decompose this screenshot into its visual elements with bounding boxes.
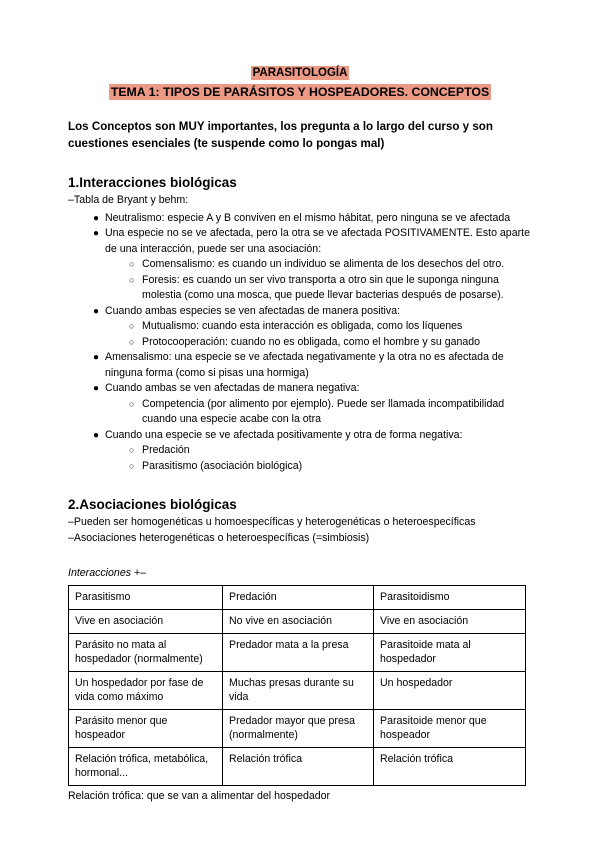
document-subtitle-text: TEMA 1: TIPOS DE PARÁSITOS Y HOSPEADORES. CONCEPTOS: [110, 85, 490, 99]
table-header-cell: Parasitoidismo: [374, 586, 526, 610]
bullet-hollow-icon: ○: [129, 274, 135, 285]
bullet-hollow-icon: ○: [129, 460, 135, 471]
list-item-label: Cuando ambas se ven afectadas de manera negativa:: [105, 382, 360, 394]
table-row: [69, 748, 526, 786]
section-2-line-1: –Pueden ser homogenéticas u homoespecíficas y heterogenéticas o heteroespecíficas: [68, 516, 476, 528]
table-caption-signs: +–: [131, 567, 147, 579]
bullet-filled-icon: ●: [93, 305, 100, 317]
sub-list-item-label: Comensalismo: es cuando un individuo se alimenta de los desechos del otro.: [142, 258, 505, 270]
list-item: [68, 350, 532, 381]
section-1-heading: 1.Interacciones biológicas: [68, 175, 237, 190]
table-cell: No vive en asociación: [223, 610, 374, 634]
document-title-text: PARASITOLOGÍA: [252, 67, 348, 79]
table-cell: Vive en asociación: [69, 610, 223, 634]
intro-paragraph: Los Conceptos son MUY importantes, los pregunta a lo largo del curso y son cuestiones esenciales (te suspende como lo pongas mal): [68, 120, 493, 150]
table-cell: Relación trófica, metabólica, hormonal...: [69, 748, 223, 786]
bullet-filled-icon: ●: [93, 383, 100, 394]
bullet-hollow-icon: ○: [129, 336, 135, 347]
interactions-table: [68, 585, 526, 786]
table-cell: Un hospedador: [374, 672, 526, 710]
sub-list: [105, 257, 532, 304]
table-cell: Predador mata a la presa: [223, 634, 374, 672]
bullet-hollow-icon: ○: [129, 445, 135, 455]
sub-list-item-label: Competencia (por alimento por ejemplo). Puede ser llamada incompatibilidad cuando una especie acabe con la otra: [142, 397, 505, 425]
table-row: [69, 586, 526, 610]
table-cell: Parasitoide menor que hospeador: [374, 710, 526, 748]
list-item: [68, 428, 532, 475]
sub-list-item-label: Predación: [142, 444, 190, 456]
table-cell: Un hospedador por fase de vida como máximo: [69, 672, 223, 710]
sub-list-item-label: Foresis: es cuando un ser vivo transporta a otro sin que le suponga ninguna molestia (como una mosca, que puede llevar bacterias después de posarse).: [142, 273, 504, 301]
title-block: [68, 0, 532, 100]
list-item: [68, 226, 532, 304]
sub-list: [105, 319, 532, 350]
list-item: [68, 381, 532, 428]
table-caption-italic: Interacciones: [68, 567, 132, 579]
sub-list-item: [105, 397, 532, 428]
table-header-cell: Predación: [223, 586, 374, 610]
bullet-filled-icon: ●: [93, 352, 100, 363]
list-item-label: Amensalismo: una especie se ve afectada negativamente y la otra no es afectada de ninguna forma (como si pisas una hormiga): [105, 351, 504, 379]
sub-list-item: [105, 335, 532, 351]
sub-list-item-label: Parasitismo (asociación biológica): [142, 459, 303, 472]
table-footnote: Relación trófica: que se van a alimentar del hospedador: [68, 790, 331, 802]
section-1-bullet-list: [68, 211, 532, 475]
list-item-label: Cuando una especie se ve afectada positivamente y otra de forma negativa:: [105, 428, 463, 441]
sub-list: [105, 397, 532, 428]
sub-list-item: [105, 459, 532, 475]
list-item: [68, 304, 532, 351]
section-2-heading: 2.Asociaciones biológicas: [68, 497, 237, 512]
bullet-filled-icon: ●: [93, 212, 100, 224]
sub-list-item-label: Mutualismo: cuando esta interacción es obligada, como los líquenes: [142, 320, 463, 332]
table-cell: Parásito menor que hospeador: [69, 710, 223, 748]
document-subtitle: [68, 84, 532, 100]
bullet-hollow-icon: ○: [129, 398, 135, 409]
table-cell: Predador mayor que presa (normalmente): [223, 710, 374, 748]
sub-list-item: [105, 319, 532, 335]
list-item-label: Una especie no se ve afectada, pero la otra se ve afectada POSITIVAMENTE. Esto aparte de una interacción, puede ser una asociación:: [105, 227, 530, 255]
sub-list: [105, 443, 532, 474]
bullet-hollow-icon: ○: [129, 259, 135, 269]
bullet-filled-icon: ●: [93, 228, 100, 239]
section-1-lead: –Tabla de Bryant y behm:: [68, 194, 189, 206]
bullet-filled-icon: ●: [93, 429, 100, 441]
table-row: [69, 610, 526, 634]
table-cell: Relación trófica: [223, 748, 374, 786]
list-item: [68, 211, 532, 227]
list-item-label: Cuando ambas especies se ven afectadas de manera positiva:: [105, 304, 401, 317]
sub-list-item: [105, 443, 532, 459]
table-cell: Muchas presas durante su vida: [223, 672, 374, 710]
table-row: [69, 634, 526, 672]
table-caption: [68, 566, 532, 581]
section-2-line-2: –Asociaciones heterogenéticas o heteroespecíficas (=simbiosis): [68, 531, 370, 544]
table-cell: Parásito no mata al hospedador (normalmente): [69, 634, 223, 672]
table-row: [69, 672, 526, 710]
list-item-label: Neutralismo: especie A y B conviven en el mismo hábitat, pero ninguna se ve afectada: [105, 211, 511, 224]
table-cell: Parasitoide mata al hospedador: [374, 634, 526, 672]
document-title: [68, 66, 532, 81]
bullet-hollow-icon: ○: [129, 321, 135, 331]
sub-list-item-label: Protocooperación: cuando no es obligada, como el hombre y su ganado: [142, 335, 481, 348]
sub-list-item: [105, 273, 532, 304]
table-cell: Vive en asociación: [374, 610, 526, 634]
table-row: [69, 710, 526, 748]
table-header-cell: Parasitismo: [69, 586, 223, 610]
sub-list-item: [105, 257, 532, 273]
table-cell: Relación trófica: [374, 748, 526, 786]
